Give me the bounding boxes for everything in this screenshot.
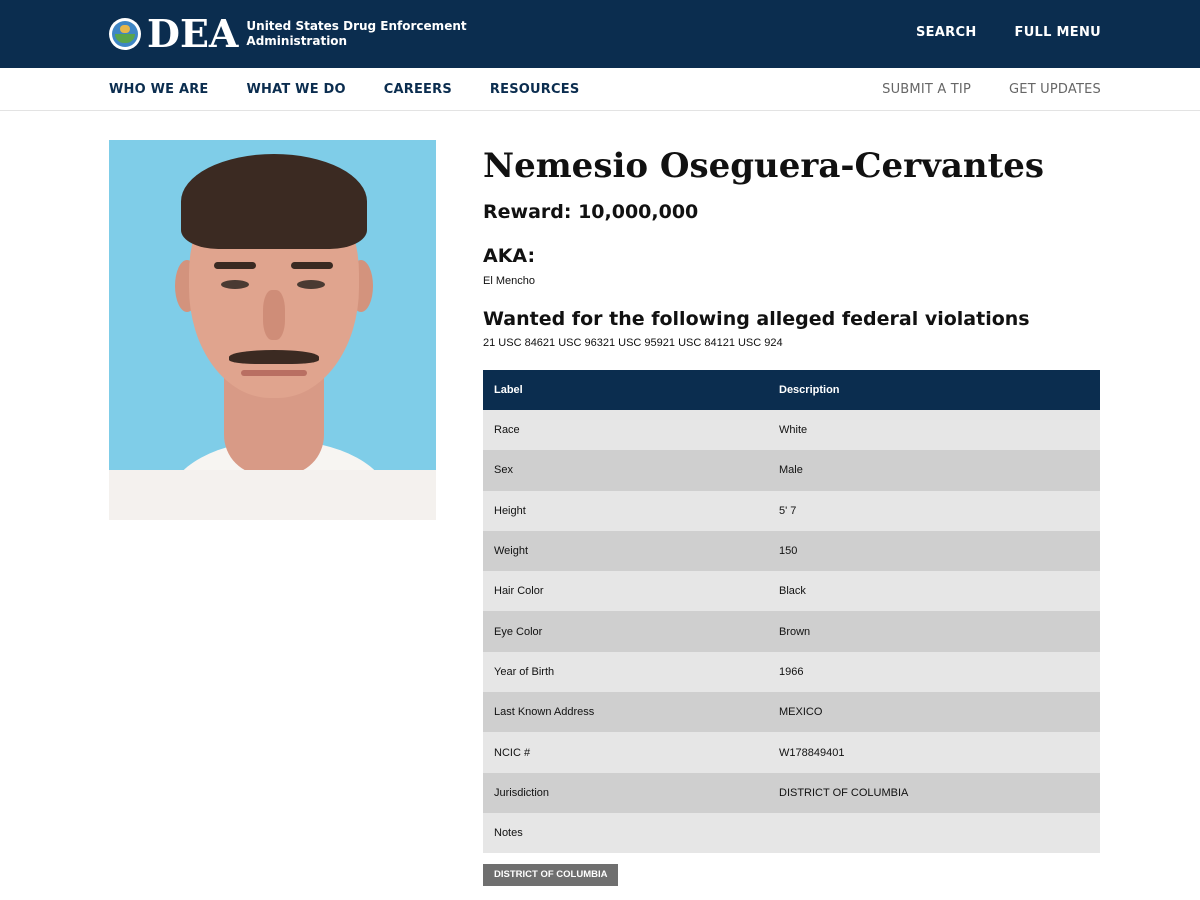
row-value: MEXICO [768,692,1100,732]
get-updates-link[interactable]: GET UPDATES [1009,82,1101,97]
row-value [768,813,1100,853]
main-nav [0,68,1200,111]
row-value: 1966 [768,652,1100,692]
search-button[interactable]: SEARCH [915,25,977,40]
row-label: Race [483,410,768,450]
row-label: Hair Color [483,571,768,611]
fugitive-name: Nemesio Oseguera-Cervantes [483,146,1045,186]
site-header [0,0,1200,68]
nav-item-careers[interactable]: CAREERS [383,82,452,97]
aka-value: El Mencho [483,275,535,287]
fugitive-details-table [483,370,1100,853]
table-row [483,531,1100,571]
full-menu-button[interactable]: FULL MENU [1014,25,1101,40]
agency-name [246,19,466,49]
violations-heading: Wanted for the following alleged federal violations [483,308,1030,330]
nav-item-resources[interactable]: RESOURCES [489,82,580,97]
row-value: 150 [768,531,1100,571]
dea-seal-icon [109,18,141,50]
row-value: White [768,410,1100,450]
table-row [483,773,1100,813]
nav-item-what-we-do[interactable]: WHAT WE DO [246,82,346,97]
row-value: Black [768,571,1100,611]
table-header-row [483,370,1100,410]
row-value: 5' 7 [768,491,1100,531]
row-value: Male [768,450,1100,490]
table-row [483,450,1100,490]
table-row [483,410,1100,450]
row-label: Notes [483,813,768,853]
row-value: W178849401 [768,732,1100,772]
row-value: Brown [768,611,1100,651]
table-row [483,813,1100,853]
aka-heading: AKA: [483,245,536,267]
row-label: Sex [483,450,768,490]
nav-item-who-we-are[interactable]: WHO WE ARE [109,82,209,97]
row-label: Eye Color [483,611,768,651]
fugitive-photo [109,140,436,520]
table-row [483,652,1100,692]
row-value: DISTRICT OF COLUMBIA [768,773,1100,813]
column-header-description: Description [768,370,1100,410]
row-label: Jurisdiction [483,773,768,813]
agency-name-line2: Administration [246,34,348,48]
row-label: Height [483,491,768,531]
header-actions [916,25,1101,40]
table-row [483,491,1100,531]
row-label: Year of Birth [483,652,768,692]
table-row [483,692,1100,732]
submit-tip-link[interactable]: SUBMIT A TIP [882,82,971,97]
dea-logo-link[interactable] [109,11,467,56]
table-row [483,571,1100,611]
dea-wordmark: DEA [147,11,239,56]
table-row [483,732,1100,772]
reward-amount: Reward: 10,000,000 [483,201,699,223]
row-label: NCIC # [483,732,768,772]
agency-name-line1: United States Drug Enforcement [246,19,467,33]
jurisdiction-tag[interactable]: DISTRICT OF COLUMBIA [483,864,618,886]
violations-list: 21 USC 84621 USC 96321 USC 95921 USC 84121 USC 924 [483,337,783,349]
row-label: Weight [483,531,768,571]
row-label: Last Known Address [483,692,768,732]
table-row [483,611,1100,651]
column-header-label: Label [483,370,768,410]
